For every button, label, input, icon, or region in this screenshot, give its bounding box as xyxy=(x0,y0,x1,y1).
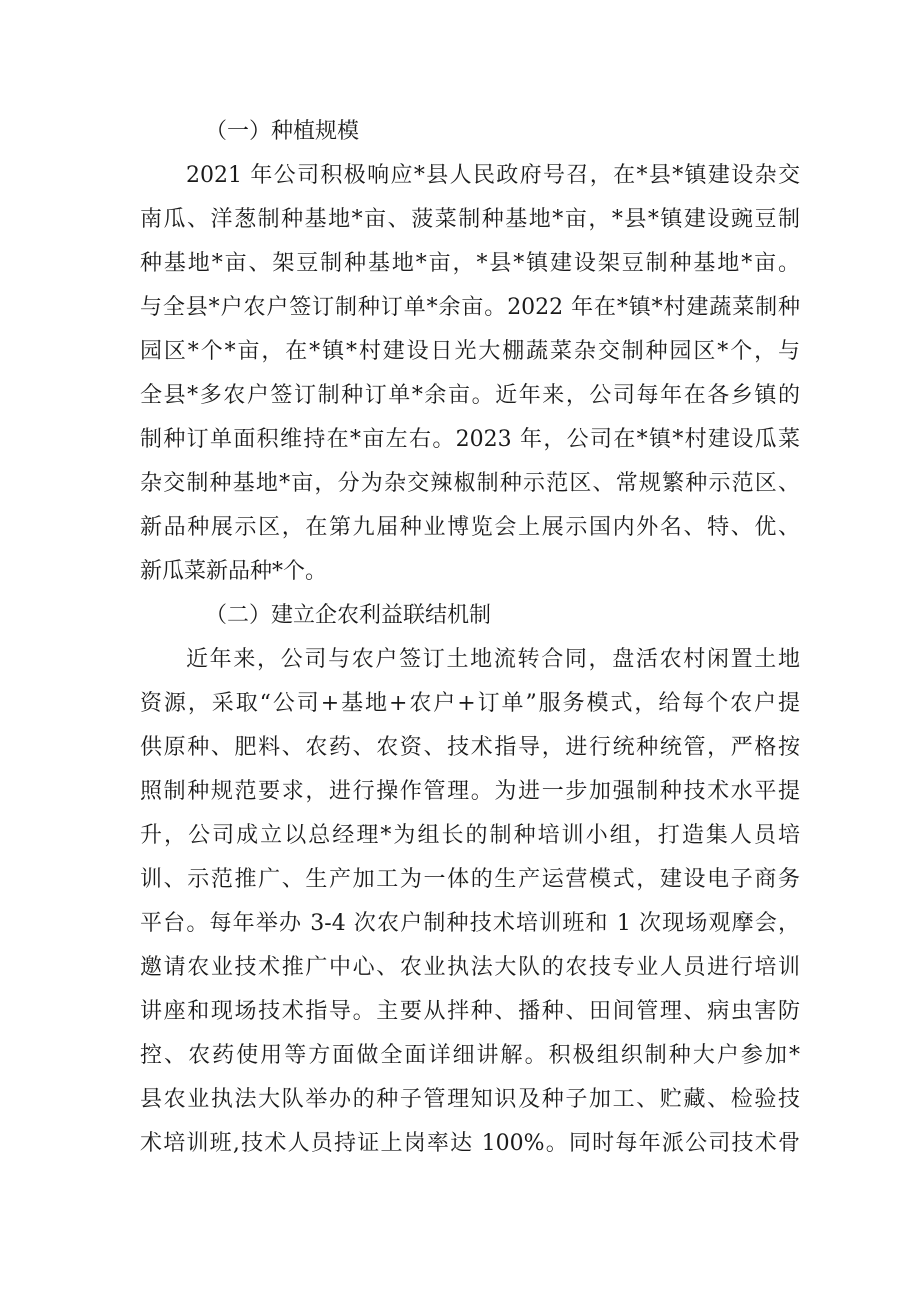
paragraph-line: 术培训班,技术人员持证上岗率达 100%。同时每年派公司技术骨 xyxy=(140,1131,800,1156)
paragraph-line: 控、农药使用等方面做全面详细讲解。积极组织制种大户参加* xyxy=(140,1043,800,1068)
paragraph-line: 资源，采取“公司+基地+农户+订单”服务模式，给每个农户提 xyxy=(140,691,800,716)
paragraph-line: 2021 年公司积极响应*县人民政府号召，在*县*镇建设杂交 xyxy=(186,163,800,188)
paragraph-line: 训、示范推广、生产加工为一体的生产运营模式，建设电子商务 xyxy=(140,867,800,892)
section-heading-farmer-benefit-mechanism: （二）建立企农利益联结机制 xyxy=(205,603,492,628)
paragraph-line: 邀请农业技术推广中心、农业执法大队的农技专业人员进行培训 xyxy=(140,955,800,980)
paragraph-line: 与全县*户农户签订制种订单*余亩。2022 年在*镇*村建蔬菜制种 xyxy=(140,295,800,320)
paragraph-line: 全县*多农户签订制种订单*余亩。近年来，公司每年在各乡镇的 xyxy=(140,383,800,408)
paragraph-line: 种基地*亩、架豆制种基地*亩，*县*镇建设架豆制种基地*亩。 xyxy=(140,251,800,276)
paragraph-line: 新品种展示区，在第九届种业博览会上展示国内外名、特、优、 xyxy=(140,515,800,540)
paragraph-line: 园区*个*亩，在*镇*村建设日光大棚蔬菜杂交制种园区*个，与 xyxy=(140,339,800,364)
paragraph-line: 制种订单面积维持在*亩左右。2023 年，公司在*镇*村建设瓜菜 xyxy=(140,427,800,452)
paragraph-line: 南瓜、洋葱制种基地*亩、菠菜制种基地*亩，*县*镇建设豌豆制 xyxy=(140,207,800,232)
paragraph-line: 讲座和现场技术指导。主要从拌种、播种、田间管理、病虫害防 xyxy=(140,999,800,1024)
section-heading-planting-scale: （一）种植规模 xyxy=(205,119,360,144)
paragraph-line: 照制种规范要求，进行操作管理。为进一步加强制种技术水平提 xyxy=(140,779,800,804)
paragraph-line: 新瓜菜新品种*个。 xyxy=(140,559,328,584)
paragraph-line: 杂交制种基地*亩，分为杂交辣椒制种示范区、常规繁种示范区、 xyxy=(140,471,800,496)
paragraph-line: 县农业执法大队举办的种子管理知识及种子加工、贮藏、检验技 xyxy=(140,1087,800,1112)
paragraph-line: 供原种、肥料、农药、农资、技术指导，进行统种统管，严格按 xyxy=(140,735,800,760)
paragraph-line: 近年来，公司与农户签订土地流转合同，盘活农村闲置土地 xyxy=(186,647,800,672)
paragraph-line: 升，公司成立以总经理*为组长的制种培训小组，打造集人员培 xyxy=(140,823,800,848)
paragraph-line: 平台。每年举办 3-4 次农户制种技术培训班和 1 次现场观摩会， xyxy=(140,911,800,936)
